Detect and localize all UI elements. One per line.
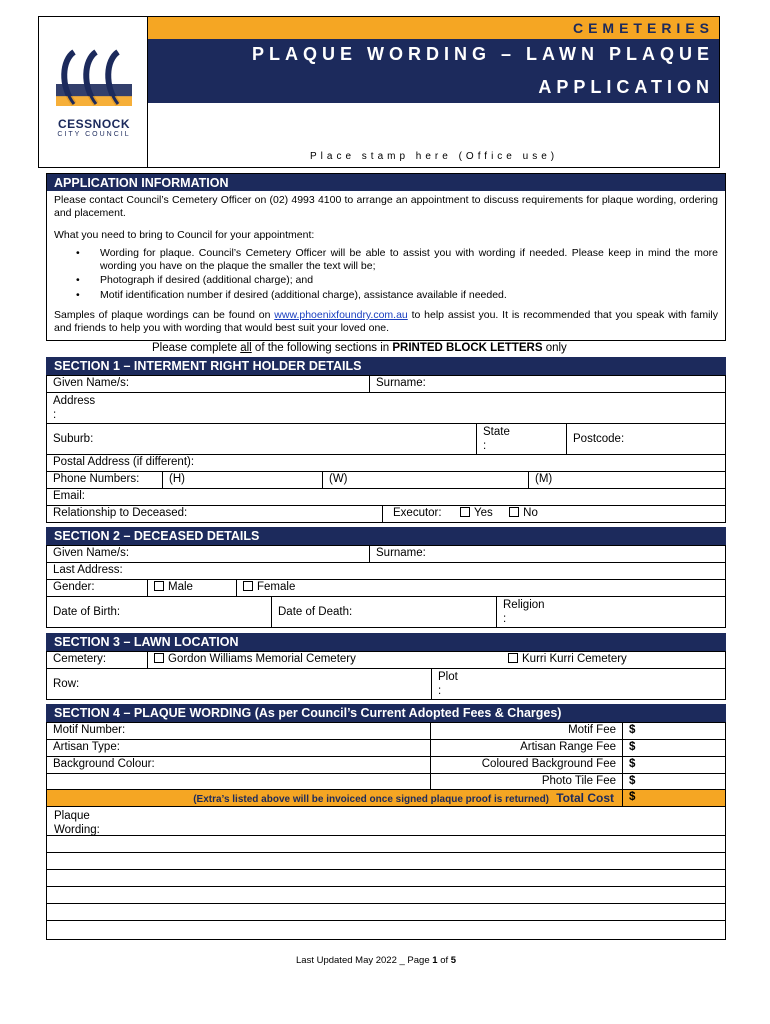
s2-dob-field[interactable]: Date of Birth: [46,596,272,628]
s1-email-field[interactable]: Email: [46,488,726,506]
bullet-3: • Motif identification number if desired (additional charge), assistance available if needed. [76,289,718,302]
bullet-2-text: Photograph if desired (additional charge); and [100,274,314,286]
s1-executor-field: Executor: Yes No [382,505,726,523]
logo-subtext: CITY COUNCIL [57,131,131,138]
plaque-wording-label: Plaque Wording: [54,810,100,836]
s4-total-row [46,789,623,807]
section2-title: SECTION 2 – DECEASED DETAILS [54,529,260,543]
s1-postcode-field[interactable]: Postcode: [566,423,726,455]
s1-suburb-field[interactable]: Suburb: [46,423,477,455]
s3-row-field[interactable]: Row: [46,668,432,700]
s4-photo-fee-amount[interactable]: $ [622,773,726,790]
s2-gender-female: Female [236,579,726,597]
samples-text: Samples of plaque wordings can be found on www.phoenixfoundry.com.au to help assist you. It is recommended that you speak with family and friends to help you with wording that would best suit your loved one. [54,309,719,334]
gender-male-checkbox[interactable] [154,581,164,591]
complete-instruction: Please complete all of the following sections in PRINTED BLOCK LETTERS only [152,342,567,354]
s1-relationship-field[interactable]: Relationship to Deceased: [46,505,383,523]
s1-address-field[interactable]: Address : [46,392,726,424]
s1-state-field[interactable]: State : [476,423,567,455]
s4-artisan-type-field[interactable]: Artisan Type: [46,739,431,757]
department-label: CEMETERIES [572,20,714,36]
s3-cemetery-label: Cemetery: [46,651,148,669]
s2-surname-field[interactable]: Surname: [369,545,726,563]
app-info-intro: Please contact Council’s Cemetery Officer on (02) 4993 4100 to arrange an appointment to discuss requirements for plaque wording, ordering and placement. [54,194,718,219]
s4-photo-fee-label: Photo Tile Fee [430,773,623,790]
s2-last-address-field[interactable]: Last Address: [46,562,726,580]
footer-text: Last Updated May 2022 _ Page 1 of 5 [296,955,457,966]
logo-text: CESSNOCK [57,117,130,131]
gender-female-checkbox[interactable] [243,581,253,591]
bullet-1-text: Wording for plaque. Council’s Cemetery Officer will be able to assist you with wording if needed. Please keep in mind the more wording you have on the plaque the smaller the text will be; [100,247,718,272]
executor-no-checkbox[interactable] [509,507,519,517]
section3-title: SECTION 3 – LAWN LOCATION [54,635,239,649]
s4-blank-left [46,773,431,790]
kurri-kurri-checkbox[interactable] [508,653,518,663]
bullet-2: • Photograph if desired (additional charge); and [76,274,718,287]
page-title: PLAQUE WORDING – LAWN PLAQUE [251,44,714,64]
s2-gender-male: Male [147,579,237,597]
s4-coloured-fee-label: Coloured Background Fee [430,756,623,774]
s4-artisan-fee-label: Artisan Range Fee [430,739,623,757]
s1-phone-label: Phone Numbers: [46,471,163,489]
s1-postal-address-field[interactable]: Postal Address (if different): [46,454,726,472]
executor-yes-checkbox[interactable] [460,507,470,517]
s4-motif-number-field[interactable]: Motif Number: [46,722,431,740]
s4-background-colour-field[interactable]: Background Colour: [46,756,431,774]
s3-cemetery-options: Gordon Williams Memorial Cemetery Kurri Kurri Cemetery [147,651,726,669]
stamp-label: Place stamp here (Office use) [310,151,559,162]
bring-title: What you need to bring to Council for your appointment: [54,229,315,241]
council-logo [48,46,140,146]
app-info-title: APPLICATION INFORMATION [54,176,229,190]
total-cost-label: Total Cost [556,791,614,805]
s1-phone-home-field[interactable]: (H) [162,471,323,489]
s1-surname-field[interactable]: Surname: [369,375,726,393]
s3-plot-field[interactable]: Plot : [431,668,726,700]
logo-icon [48,46,140,110]
s1-phone-mobile-field[interactable]: (M) [528,471,726,489]
s2-given-names-field[interactable]: Given Name/s: [46,545,370,563]
s2-dod-field[interactable]: Date of Death: [271,596,497,628]
s1-given-names-field[interactable]: Given Name/s: [46,375,370,393]
s4-coloured-fee-amount[interactable]: $ [622,756,726,774]
s4-artisan-fee-amount[interactable]: $ [622,739,726,757]
s1-phone-work-field[interactable]: (W) [322,471,529,489]
s4-motif-fee-amount[interactable]: $ [622,722,726,740]
bullet-1: • Wording for plaque. Council’s Cemetery Officer will be able to assist you with wording if needed. Please keep in mind the more wording you have on the plaque the smaller the text will be; [76,247,718,272]
s2-gender-label: Gender: [46,579,148,597]
page-subtitle: APPLICATION [538,77,714,97]
s4-total-amount[interactable]: $ [622,789,726,807]
section4-title: SECTION 4 – PLAQUE WORDING (As per Council’s Current Adopted Fees & Charges) [54,706,562,720]
bullet-3-text: Motif identification number if desired (additional charge), assistance available if needed. [100,289,507,301]
gordon-williams-checkbox[interactable] [154,653,164,663]
extras-note: (Extra’s listed above will be invoiced once signed plaque proof is returned) [193,794,550,805]
phoenix-foundry-link[interactable]: www.phoenixfoundry.com.au [274,309,408,321]
section1-title: SECTION 1 – INTERMENT RIGHT HOLDER DETAILS [54,359,362,373]
s4-motif-fee-label: Motif Fee [430,722,623,740]
s2-religion-field[interactable]: Religion : [496,596,726,628]
